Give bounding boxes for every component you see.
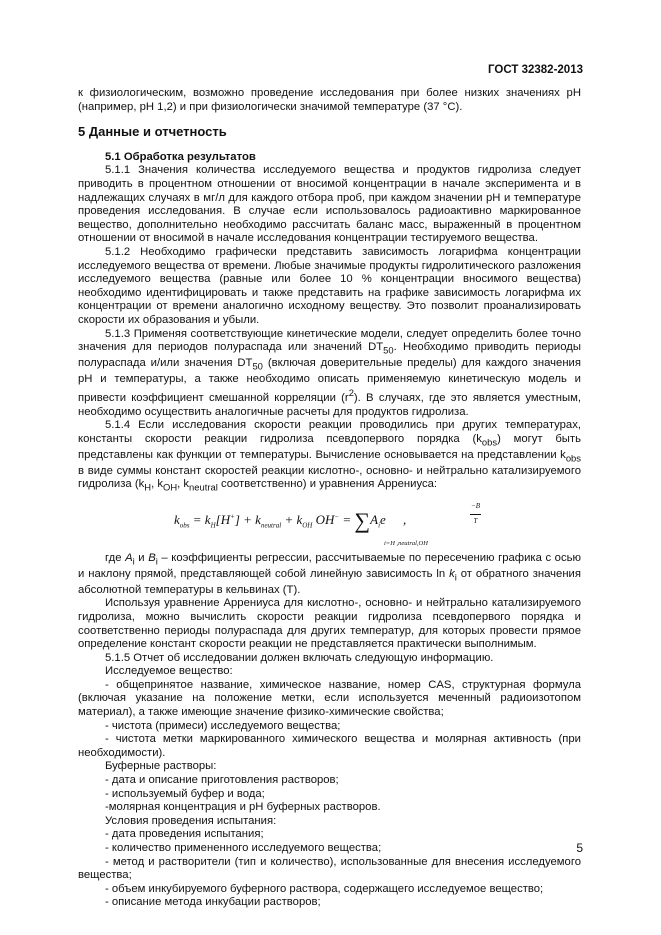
standard-header: ГОСТ 32382-2013 (488, 64, 583, 76)
page-number: 5 (576, 841, 583, 855)
where-sub-i-3: i (454, 571, 457, 583)
paragraph-5-1-4 (78, 419, 581, 494)
eq-sup-plus: + (230, 512, 235, 521)
p514-text-d: , k (151, 478, 163, 491)
eq-k-h: k (204, 512, 211, 528)
eq-exp-num: −B (470, 500, 481, 515)
eq-sub-obs: obs (179, 521, 190, 530)
equation-line (174, 510, 406, 533)
list-item-buffers-1: - дата и описание приготовления растворов; (105, 774, 339, 787)
p513-sub-50-a: 50 (383, 344, 394, 356)
section-heading-5: 5 Данные и отчетность (78, 124, 227, 140)
eq-h-bracket: [H (215, 512, 231, 528)
p514-text-e: , k (177, 478, 190, 491)
eq-plus-1: + (239, 512, 256, 528)
p514-sub-obs-a: obs (481, 436, 498, 448)
arrhenius-equation (78, 500, 581, 548)
eq-k-neutral: k (255, 512, 261, 528)
eq-sub-i: i (378, 521, 381, 530)
where-k: k (449, 567, 455, 580)
where-sub-i-2: i (155, 555, 158, 567)
p514-text-f: соответственно) и уравнения Аррениуса: (217, 478, 438, 491)
eq-plus-2: + (281, 512, 297, 528)
eq-sigma: ∑ (354, 508, 371, 534)
list-item-substance-3: - чистота метки маркированного химического вещества и молярная активность (при необходимости). (78, 733, 581, 759)
list-item-substance-1: - общепринятое название, химическое название, номер CAS, структурная формула (включая указание на положение метки, если используется меченный радиоизотопом материал), а также имеющие значение физико-химические свойства; (78, 678, 581, 719)
eq-e: e (380, 512, 386, 528)
eq-sum-limits: i=H ,neutral,OH (384, 540, 428, 548)
where-text-a: где (105, 552, 126, 565)
page-content (78, 87, 581, 910)
eq-k-oh: k (296, 512, 303, 528)
where-a: A (125, 552, 133, 565)
eq-sub-h: H (210, 521, 216, 530)
subsection-heading-5-1: 5.1 Обработка результатов (105, 150, 256, 163)
p514-sub-neutral: neutral (189, 481, 218, 493)
p514-text-a: 5.1.4 Если исследования скорости реакции проводились при других температурах, константы скорости реакции гидролиза псевдопервого порядка (k (78, 419, 581, 445)
p514-text-b: ) могут быть представлены как функции от температуры. Вычисление основывается на представлении k (78, 432, 581, 461)
where-text-c: – коэффициенты регрессии, рассчитываемые по пересечению графика с осью и наклону прямой, представляющей собой линейную зависимость ln (78, 552, 581, 580)
paragraph-where (78, 552, 581, 597)
eq-close-bracket: ] (234, 512, 240, 528)
paragraph-5-1-2: 5.1.2 Необходимо графически представить зависимость логарифма концентрации исследуемого вещества от времени. Любые значимые продукты гидролитического разложения исследуемого вещества (равные или более 10 % концентрации вносимого вещества) необходимо идентифицировать и также представить на графике зависимость логарифма их концентрации от времени аналогично исходному веществу. Это позволит проанализировать скорости их образования и убыли. (78, 245, 581, 326)
p514-text-c: в виде суммы констант скоростей реакции кислотно-, основно- и нейтрально катализируемого гидролиза (k (78, 464, 581, 491)
p513-text-a: 5.1.3 Применяя соответствующие кинетические модели, следует определить более точно значения для периодов полураспада или значений DT (78, 327, 581, 354)
paragraph-5-1-1: 5.1.1 Значения количества исследуемого вещества и продуктов гидролиза следует приводить в процентном отношении от вносимой концентрации в начале эксперимента и в надлежащих случаях в мг/л для каждого отбора проб, при каждом значении pH и температуре проведения исследования. В случае если использовалось радиоактивно маркированное вещество, дополнительно необходимо рассчитать баланс масс, выраженный в процентном отношении от вносимой в начале исследования концентрации тестируемого вещества. (78, 164, 581, 245)
list-heading-conditions: Условия проведения испытания: (105, 814, 277, 827)
paragraph-arrhenius: Используя уравнение Аррениуса для кислотно-, основно- и нейтрально катализируемого гидролиза, можно вычислить скорости реакции гидролиза псевдопервого порядка и соответственно периоды полураспада для других температур, для которых провести прямое определение констант скорости реакции не представляется практически выполнимым. (78, 597, 581, 651)
p513-sup-2: 2 (348, 387, 354, 399)
eq-sup-minus: − (334, 512, 340, 521)
list-item-conditions-5: - описание метода инкубации растворов; (105, 896, 321, 909)
list-item-buffers-3: -молярная концентрация и pH буферных растворов. (105, 801, 381, 814)
p514-sub-h: H (144, 481, 152, 493)
where-text-d: от обратного значения абсолютной температуры в кельвинах (T). (78, 567, 581, 596)
eq-sub-oh: OH (302, 521, 313, 530)
list-item-buffers-2: - используемый буфер и вода; (105, 787, 265, 800)
list-item-conditions-1: - дата проведения испытания; (105, 828, 264, 841)
list-item-substance-2: - чистота (примеси) исследуемого вещества; (105, 719, 341, 732)
list-item-conditions-3: - метод и растворители (тип и количество), использованные для внесения исследуемого вещества; (78, 855, 581, 882)
eq-oh: OH (312, 512, 335, 528)
eq-k: k (174, 512, 180, 528)
where-sub-i-1: i (132, 555, 135, 567)
paragraph-5-1-3 (78, 328, 581, 420)
p513-text-c: (включая доверительные пределы) для каждого значения pH и температуры, а также необходимо описать применяемую кинетическую модель и привести коэффициент смешанной корреляции (r (78, 356, 581, 405)
where-b: B (148, 552, 156, 565)
p513-sub-50-b: 50 (252, 360, 263, 372)
eq-equals: = (189, 512, 205, 528)
where-text-b: и (134, 552, 149, 565)
paragraph-intro: к физиологическим, возможно проведение исследования при более низких значениях pH (например, pH 1,2) и при физиологически значимой температуре (37 °С). (78, 87, 581, 113)
list-item-conditions-4: - объем инкубируемого буферного раствора, содержащего исследуемое вещество; (105, 882, 544, 895)
eq-exp-den: T (473, 516, 478, 525)
eq-exponent (470, 500, 481, 528)
eq-comma: , (399, 512, 407, 528)
eq-equiv: = (339, 512, 355, 528)
p514-sub-oh: OH (163, 481, 178, 493)
list-heading-buffers: Буферные растворы: (105, 760, 217, 773)
p513-text-d: ). В случаях, где это является уместным, необходимо осуществить аналогичные расчеты для продуктов гидролиза. (78, 392, 581, 418)
list-heading-substance: Исследуемое вещество: (105, 665, 233, 678)
p513-text-b: . Необходимо приводить периоды полураспада и/или значения DT (78, 341, 581, 369)
eq-sub-neutral: neutral (260, 521, 282, 530)
p514-sub-obs-b: obs (565, 452, 581, 464)
list-item-conditions-2: - количество примененного исследуемого вещества; (105, 842, 382, 855)
eq-a: A (370, 512, 379, 528)
paragraph-5-1-5: 5.1.5 Отчет об исследовании должен включать следующую информацию. (105, 651, 494, 664)
